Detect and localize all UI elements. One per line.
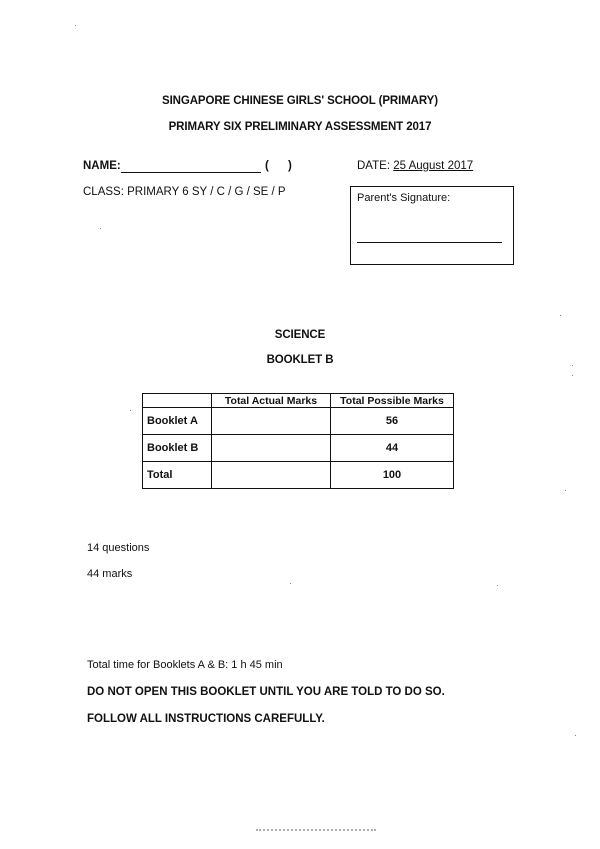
row-label: Booklet A <box>143 408 212 435</box>
parent-signature-label: Parent's Signature: <box>357 192 451 204</box>
parent-signature-box <box>350 186 514 265</box>
marks-table-header-actual: Total Actual Marks <box>212 394 331 408</box>
date-value: 25 August 2017 <box>393 160 474 172</box>
scan-speck <box>565 490 566 491</box>
footer-scan-mark <box>256 826 376 831</box>
table-row <box>143 408 454 435</box>
scan-speck <box>572 365 573 366</box>
possible-marks-cell: 44 <box>331 435 454 462</box>
scan-speck <box>575 735 576 736</box>
school-name: SINGAPORE CHINESE GIRLS' SCHOOL (PRIMARY) <box>162 95 438 107</box>
possible-marks-cell: 100 <box>331 462 454 489</box>
table-row <box>143 462 454 489</box>
possible-marks-cell: 56 <box>331 408 454 435</box>
marks-table <box>142 393 454 489</box>
follow-instructions: FOLLOW ALL INSTRUCTIONS CAREFULLY. <box>87 713 325 725</box>
do-not-open-instruction: DO NOT OPEN THIS BOOKLET UNTIL YOU ARE TOLD TO DO SO. <box>87 686 445 698</box>
table-row <box>143 435 454 462</box>
scan-speck <box>290 583 291 584</box>
row-label: Total <box>143 462 212 489</box>
date-label: DATE: <box>357 160 391 172</box>
marks-table-header-blank <box>143 394 212 408</box>
scan-speck <box>560 315 561 316</box>
time-allowed: Total time for Booklets A & B: 1 h 45 min <box>87 659 283 671</box>
assessment-title: PRIMARY SIX PRELIMINARY ASSESSMENT 2017 <box>168 121 432 133</box>
total-marks: 44 marks <box>87 568 133 580</box>
scan-speck <box>75 25 76 26</box>
name-field[interactable] <box>121 172 261 173</box>
scan-speck <box>130 410 131 411</box>
name-label: NAME: <box>83 160 121 172</box>
parent-signature-line[interactable] <box>357 242 502 243</box>
index-number-field[interactable]: ( ) <box>265 160 292 172</box>
question-count: 14 questions <box>87 542 150 554</box>
actual-marks-cell[interactable] <box>212 435 331 462</box>
subject-title: SCIENCE <box>274 329 326 341</box>
marks-table-header-possible: Total Possible Marks <box>331 394 454 408</box>
class-label: CLASS: PRIMARY 6 SY / C / G / SE / P <box>83 186 286 198</box>
scan-speck <box>100 228 101 229</box>
actual-marks-cell[interactable] <box>212 408 331 435</box>
booklet-title: BOOKLET B <box>266 354 334 366</box>
date-row <box>357 160 473 172</box>
marks-table-header-row <box>143 394 454 408</box>
scan-speck <box>497 585 498 586</box>
row-label: Booklet B <box>143 435 212 462</box>
scan-speck <box>572 375 573 376</box>
actual-marks-cell[interactable] <box>212 462 331 489</box>
